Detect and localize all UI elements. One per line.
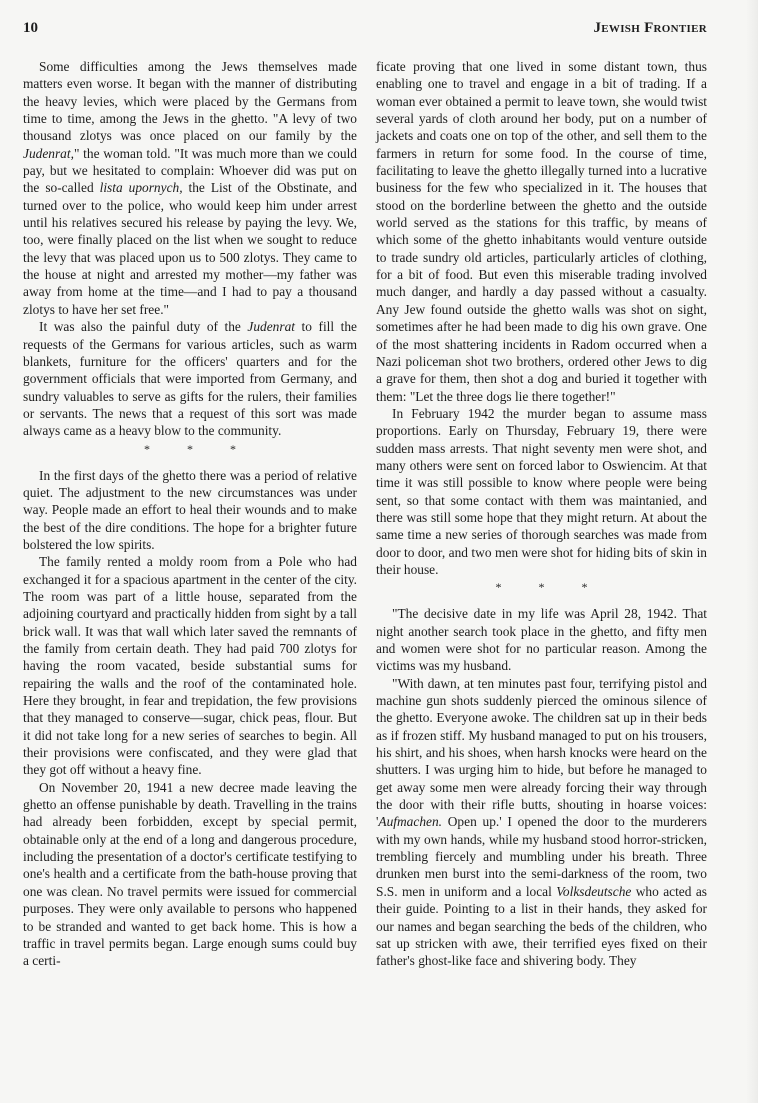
text-run: In the first days of the ghetto there was a period of relative quiet. The adjustment to the new circumstances was under way. People made an effort to heal their wounds and to make the best of the dire conditions. The hope for a brighter future bolstered the low spirits.: [23, 467, 357, 552]
text-run: On November 20, 1941 a new decree made leaving the ghetto an offense punishable by death. Travelling in the trains had already been forbidden, except by special permit, obtainable only at the end of a long and dangerous procedure, including the presentation of a doctor's certificate testifying to one's health and a certificate from the bath-house proving that one was clean. No travel permits were issued for commercial purposes. They were only available to persons who happened to be stranded and wanted to get back home. This is how a traffic in travel permits began. Large enough sums could buy a certi-: [23, 779, 357, 969]
right-paragraphs-after: [376, 605, 707, 969]
text-run: It was also the painful duty of the: [39, 319, 248, 335]
text-run: " the woman told. "It was much more than we could pay, but we hesitated to complain: Whoever did was put on the so-called: [23, 145, 357, 196]
text-run: "With dawn, at ten minutes past four, terrifying pistol and machine gun shots suddenly pierced the ominous silence of the ghetto. Everyone awoke. The children sat up in their beds as if frozen stiff. My husband managed to put on his trousers, his shirt, and his shoes, when harsh knocks were heard on the shutters. I was urging him to hide, but before he managed to get away some men were already forcing their way through the door with their rifle butts, shouting in hoarse voices: ': [376, 675, 707, 830]
body-paragraph: [376, 605, 707, 674]
right-paragraphs-before: [376, 58, 707, 578]
italic-term: Judenrat,: [23, 145, 74, 161]
italic-term: Volksdeutsche: [556, 883, 632, 899]
text-run: The family rented a moldy room from a Pole who had exchanged it for a spacious apartment in the center of the city. The room was part of a little house, separated from the adjoining courtyard and practically hidden from sight by a tall brick wall. It was that wall which later saved the remnants of the family from certain death. They had paid 700 zlotys for having the room vacated, beside substantial sums for repairing the walls and the roof of the contaminated hole. Here they brought, in fear and trepidation, the few provisions that they managed to conserve—sugar, chick peas, flour. But it did not take long for a new series of searches to begin. All their provisions were confiscated, and they were glad that they got off without a heavy fine.: [23, 554, 357, 778]
text-run: Some difficulties among the Jews themselves made matters even worse. It began with the manner of distributing the heavy levies, which were placed by the Germans from time to time, among the Jews in the ghetto. "A levy of two thousand zlotys was once placed on our family by the: [23, 59, 357, 144]
body-paragraph: [23, 779, 357, 970]
page-edge-shadow: [746, 0, 758, 1103]
body-paragraph: [23, 467, 357, 554]
separator-asterisk: *: [230, 441, 236, 456]
body-paragraph: [23, 553, 357, 778]
separator-asterisk: *: [538, 580, 545, 595]
text-run: "The decisive date in my life was April 28, 1942. That night another search took place in the ghetto, and fifty men and women were shot for no particular reason. Among the victims was my husband.: [376, 606, 707, 674]
body-paragraph: [376, 675, 707, 970]
body-paragraph: [376, 58, 707, 405]
text-run: ficate proving that one lived in some distant town, thus enabling one to travel and engage in a bit of trading. If a woman ever obtained a permit to leave town, she would twist several yards of cloth around her body, put on a number of jackets and coats one on top of the other, and sell them to the farmers in return for some food. In the course of time, facilitating to leave the ghetto illegally turned into a lucrative business for the few who specialized in it. The houses that stood on the borderline between the ghetto and the outside world served as the stations for this traffic, by means of which some of the ghetto inhabitants would venture outside to trade sundry old articles, particularly articles of clothing, for a bit of food. But even this miserable trading involved much danger, and hardly a day passed without a casualty. Any Jew found outside the ghetto walls was shot on sight, sometimes after he had been made to dig his own grave. One of the most shattering incidents in Radom occurred when a Nazi policeman shot two brothers, ordered other Jews to dig a grave for them, then shot a dog and buried it together with them: "Let the three dogs lie there together!": [376, 59, 707, 404]
page-number: 10: [23, 20, 38, 36]
body-paragraph: [23, 318, 357, 439]
section-separator: [23, 441, 357, 458]
right-column: [376, 58, 707, 970]
italic-term: Aufmachen.: [378, 814, 443, 830]
text-run: who acted as their guide. Pointing to a list in their hands, they asked for our names and began searching the beds of the children, who sat up stricken with awe, their terrified eyes fixed on their father's ghost-like face and shivering body. They: [376, 883, 707, 969]
publication-title: Jewish Frontier: [593, 20, 707, 36]
text-run: the List of the Obstinate, and turned over to the police, who would keep him under arrest until his relatives secured his release by paying the levy. We, too, were finally placed on the list when we sought to reduce the levy that was placed upon us to 500 zlotys. They came to the house at night and arrested my mother—my father was away from home at the time—and I had to pay a thousand zlotys to have her set free.": [23, 180, 357, 317]
text-run: Open up.' I opened the door to the murderers with my own hands, while my husband stood horror-stricken, trembling fiercely and mumbling under his breath. Three drunken men burst into the semi-darkness of the room, two S.S. men in uniform and a local: [376, 814, 707, 899]
separator-asterisk: *: [187, 441, 193, 456]
body-paragraph: [376, 405, 707, 578]
body-paragraph: [23, 58, 357, 318]
left-paragraphs-after: [23, 467, 357, 970]
left-paragraphs-before: [23, 58, 357, 440]
left-column: [23, 58, 357, 970]
page-header: [23, 20, 707, 40]
section-separator: [376, 579, 707, 596]
separator-asterisk: *: [144, 441, 150, 456]
separator-asterisk: *: [495, 580, 502, 595]
text-run: to fill the requests of the Germans for various articles, such as warm blankets, furniture for the officers' quarters and for the government officials that were imported from Germany, and sundry valuables to serve as gifts for the rulers, their families or servants. The news that a request of this sort was made always came as a heavy blow to the community.: [23, 319, 357, 439]
separator-asterisk: *: [581, 580, 588, 595]
italic-term: Judenrat: [247, 319, 296, 335]
text-run: In February 1942 the murder began to assume mass proportions. Early on Thursday, February 19, there were sudden mass arrests. That night seventy men were shot, and many others were sent on forced labor to Oswiencim. At that time it was still possible to know where people were being sent, so that some contact with them was maintanied, and there was still some hope that they might return. At about the same time a new series of thorough searches was made from door to door, and two men were shot for hiding bits of skin in their house.: [376, 405, 707, 577]
italic-term: lista upornych,: [99, 180, 183, 196]
